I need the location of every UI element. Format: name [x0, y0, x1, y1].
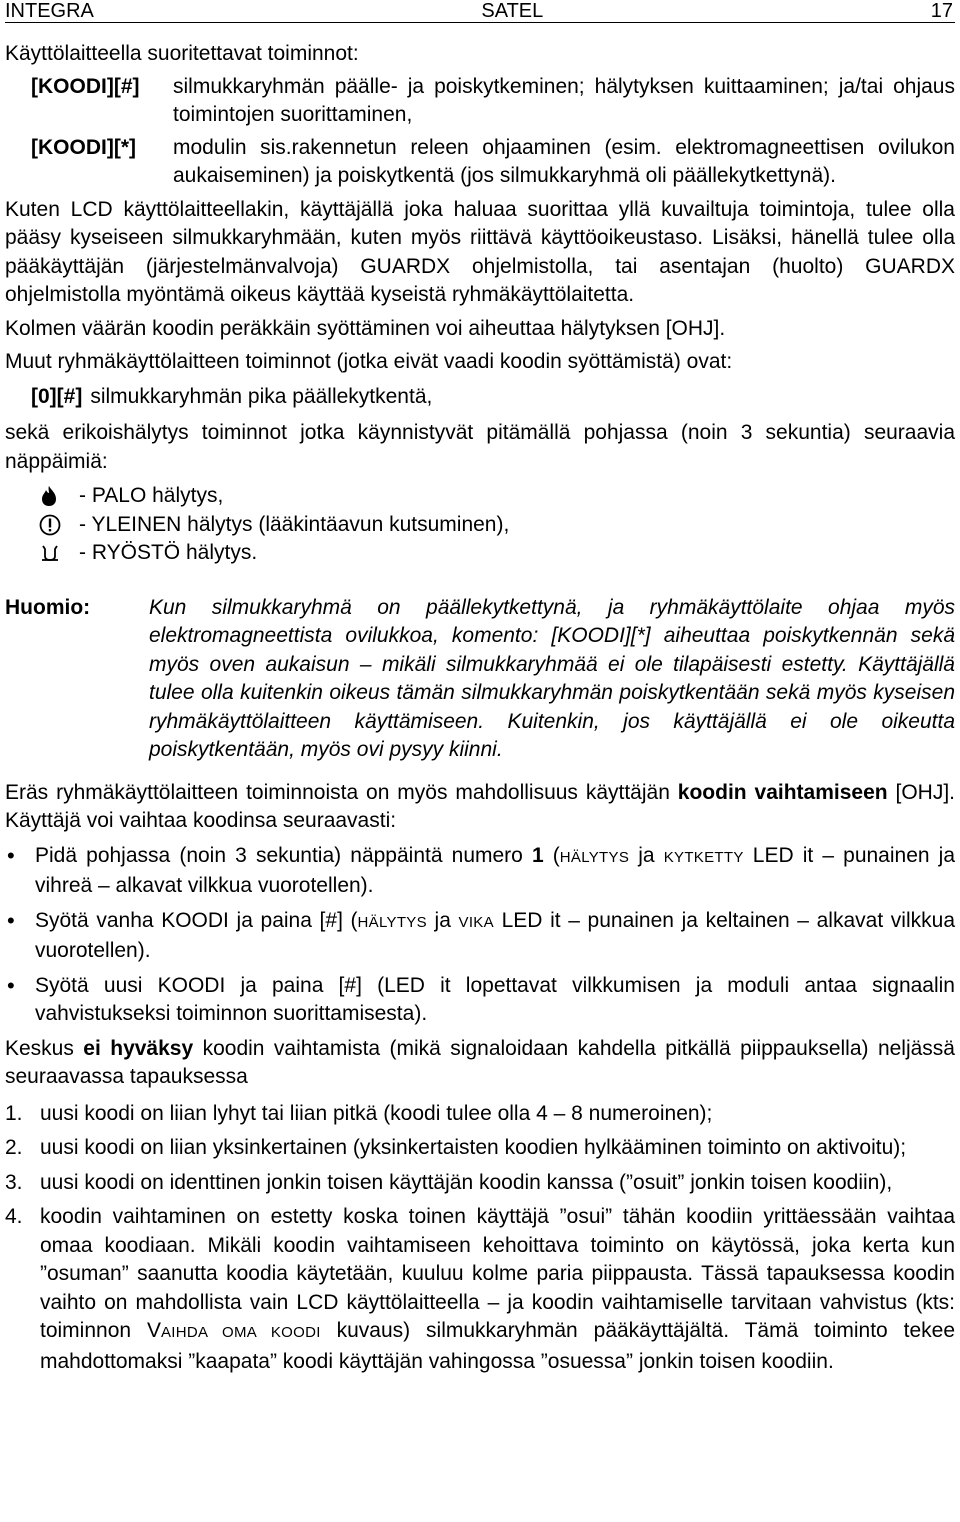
case-number: 2. — [5, 1136, 23, 1159]
intro-text: Käyttölaitteella suoritettavat toiminnot: — [5, 42, 359, 65]
alarm-key-text: - YLEINEN hälytys (lääkintäavun kutsuminen), — [79, 512, 510, 536]
bullet-icon: • — [7, 907, 15, 933]
bullet-icon: • — [7, 842, 15, 868]
quick-arm-row — [5, 383, 955, 412]
note-text: Kun silmukkaryhmä on päällekytkettynä, ja ryhmäkäyttölaite ohjaa myös elektromagneettista ovilukkoa, komento: [KOODI][*] aiheuttaa poiskytkennän sekä myös oven aukaisun – mikäli silmukkaryhmää ei ole tilapäisesti estetty. Käyttäjällä tulee olla kuitenkin oikeus tämän silmukkaryhmän poiskytkentään sekä myös kyseisen ryhmäkäyttölaitteen käyttämiseen. Kuitenkin, jos käyttäjällä ei ole oikeutta poiskytkentään, myös ovi pysyy kiinni. — [149, 595, 955, 761]
alarm-key-text: - RYÖSTÖ hälytys. — [79, 541, 258, 564]
step-item — [5, 972, 955, 1029]
bell-icon — [39, 541, 65, 565]
paragraph-special-alarms: sekä erikoishälytys toiminnot jotka käynnistyvät pitämällä pohjassa (noin 3 sekuntia) seuraavia näppäimiä: — [5, 421, 955, 473]
case-text: koodin vaihtaminen on estetty koska toinen käyttäjä ”osui” tähän koodiin yrittäessään vaihtaa omaa koodiaan. Mikäli koodin vaihtamiseen kehoittava toiminto on käytössä, joka kerta kun ”osuman” saanutta koodia käytetään, kuuluu kolme paria piippausta. Tässä tapauksessa koodin vaihto on mahdollista vain LCD käyttölaitteella – ja koodin vaihtamiselle tarvitaan vahvistus (kts: toiminnon VAIHDA OMA KOODI kuvaus) silmukkaryhmän pääkäyttäjältä. Tämä toiminto tekee mahdottomaksi ”kaapata” koodi käyttäjän vahingossa ”osuessa” jonkin toisen koodiin. — [40, 1205, 956, 1373]
code-change-steps — [5, 842, 955, 1029]
paragraph-other-functions: Muut ryhmäkäyttölaitteen toiminnot (jotka eivät vaadi koodin syöttämistä) ovat: — [5, 350, 733, 373]
alarm-key-item — [5, 482, 955, 511]
step-text: Pidä pohjassa (noin 3 sekuntia) näppäintä numero 1 (HÄLYTYS ja KYTKETTY LED it – punainen ja vihreä – alkavat vilkkua vuorotellen). — [35, 843, 956, 897]
code-change-bold: koodin vaihtamiseen — [677, 780, 888, 804]
key-command-code: [KOODI][*] — [31, 135, 136, 159]
alarm-key-item — [5, 539, 955, 568]
document-page — [5, 0, 955, 1376]
header-left: INTEGRA — [5, 0, 94, 22]
case-text: uusi koodi on identtinen jonkin toisen käyttäjän koodin kanssa (”osuit” jonkin toisen koodiin), — [40, 1170, 893, 1194]
exclamation-icon — [39, 513, 65, 537]
alarm-key-list — [5, 482, 955, 568]
note-block — [5, 594, 955, 765]
header-center: SATEL — [481, 0, 544, 22]
bullet-icon: • — [7, 972, 15, 998]
step-item — [5, 907, 955, 966]
page-header — [5, 0, 955, 23]
code-change-pre: Eräs ryhmäkäyttölaitteen toiminnoista on myös mahdollisuus käyttäjän — [5, 780, 678, 804]
case-item — [5, 1134, 955, 1163]
case-number: 4. — [5, 1205, 23, 1228]
rejection-cases — [5, 1100, 955, 1377]
case-item — [5, 1203, 955, 1376]
case-item — [5, 1100, 955, 1129]
quick-arm-key: [0][#] — [31, 384, 83, 408]
page-number: 17 — [930, 0, 953, 22]
key-command-row — [5, 134, 955, 191]
case-text: uusi koodi on liian lyhyt tai liian pitkä (koodi tulee olla 4 – 8 numeroinen); — [40, 1101, 713, 1125]
alarm-key-item — [5, 511, 955, 540]
step-item — [5, 842, 955, 901]
case-text: uusi koodi on liian yksinkertainen (yksinkertaisten koodien hylkääminen toiminto on aktivoitu); — [40, 1136, 907, 1159]
paragraph-access: Kuten LCD käyttölaitteellakin, käyttäjällä joka haluaa suorittaa yllä kuvailtuja toimintoja, tulee olla pääsy kyseiseen silmukkaryhmään, kuten myös riittävä käyttöoikeustaso. Lisäksi, hänellä tulee olla pääkäyttäjän (järjestelmänvalvoja) GUARDX ohjelmistolla, tai asentajan (huolto) GUARDX ohjelmistolla myöntämä oikeus käyttää kyseistä ryhmäkäyttölaitetta. — [5, 197, 955, 306]
key-command-code: [KOODI][#] — [31, 74, 140, 98]
key-command-desc: silmukkaryhmän päälle- ja poiskytkeminen; hälytyksen kuittaaminen; ja/tai ohjaus toimintojen suorittaminen, — [173, 74, 955, 126]
paragraph-not-accepted: Keskus ei hyväksy koodin vaihtamista (mikä signaloidaan kahdella pitkällä piippauksella) neljässä seuraavassa tapauksessa — [5, 1036, 955, 1088]
step-text: Syötä uusi KOODI ja paina [#] (LED it lopettavat vilkkumisen ja moduli antaa signaalin vahvistukseksi toiminnon suorittamisesta). — [35, 973, 955, 1025]
key-command-desc: modulin sis.rakennetun releen ohjaaminen (esim. elektromagneettisen ovilukon aukaiseminen) ja poiskytkentä (jos silmukkaryhmä oli päällekytkettynä). — [173, 135, 955, 187]
key-command-row — [5, 73, 955, 130]
paragraph-code-change — [5, 779, 955, 836]
alarm-key-text: - PALO hälytys, — [79, 484, 224, 507]
code-change-post: [OHJ]. Käyttäjä voi vaihtaa koodinsa seuraavasti: — [5, 780, 955, 832]
step-text: Syötä vanha KOODI ja paina [#] (HÄLYTYS ja VIKA LED it – punainen ja keltainen – alkavat vilkkua vuorotellen). — [35, 908, 955, 962]
not-accepted-bold: ei hyväksy — [83, 1036, 194, 1060]
quick-arm-desc: silmukkaryhmän pika päällekytkentä, — [90, 384, 433, 408]
fire-icon — [39, 484, 65, 508]
note-label: Huomio: — [5, 595, 91, 619]
case-number: 3. — [5, 1170, 23, 1194]
case-item — [5, 1169, 955, 1198]
case-number: 1. — [5, 1101, 23, 1125]
paragraph-wrong-code: Kolmen väärän koodin peräkkäin syöttäminen voi aiheuttaa hälytyksen [OHJ]. — [5, 316, 726, 340]
